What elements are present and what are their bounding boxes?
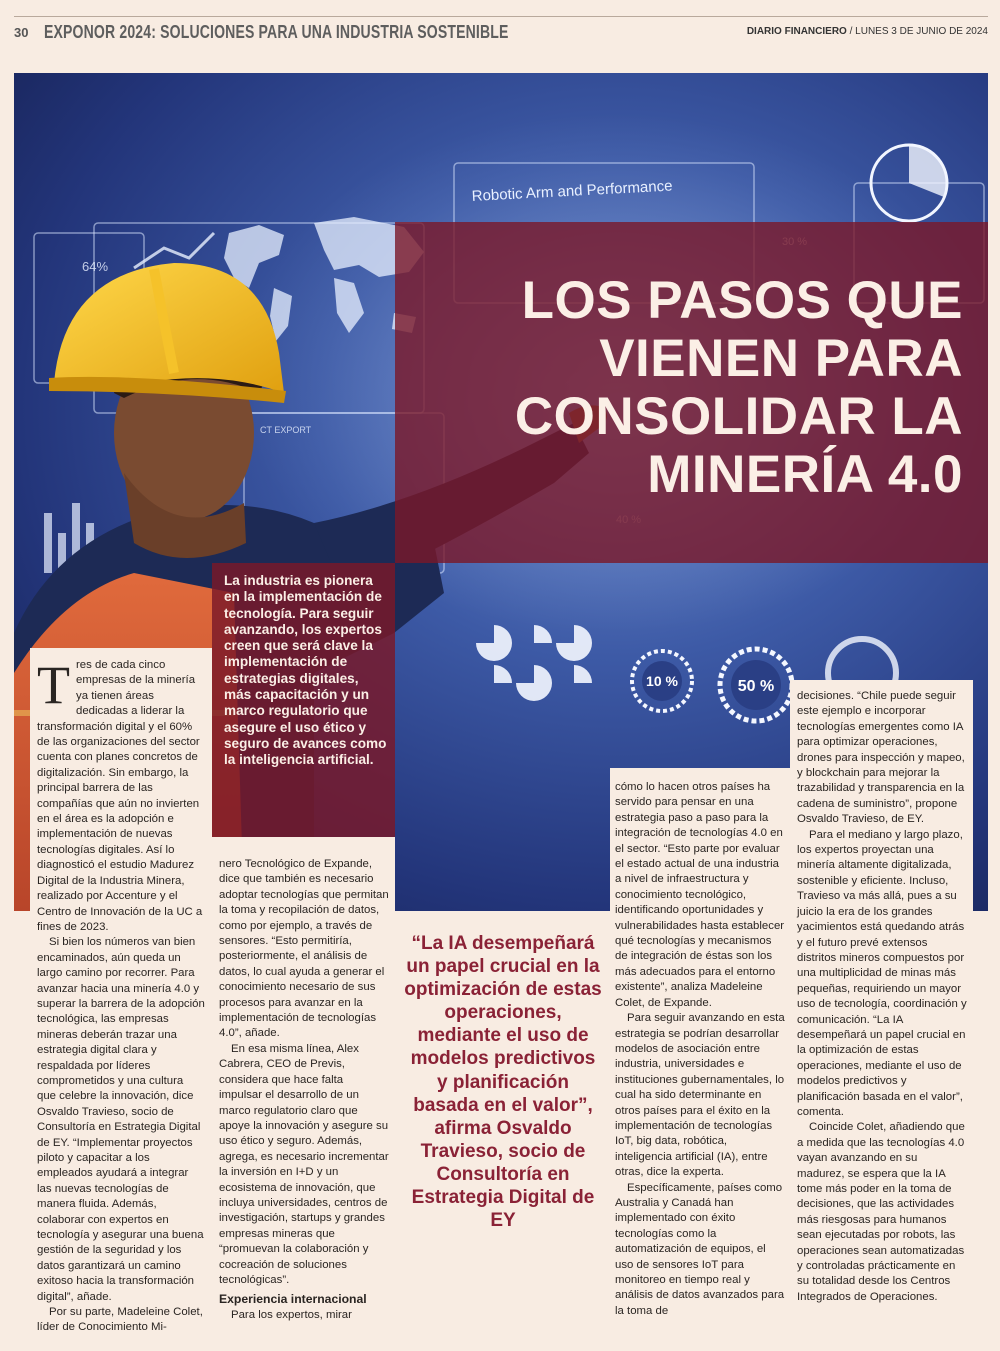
paragraph: Coincide Colet, añadiendo que a medida que las tecnologías 4.0 vayan avanzando en su madurez, se espera que la IA tome más poder en la toma de decisiones, que las actividades más riesgosas para humanos sean ejecutadas por robots, las operaciones sean automatizadas y controladas prácticamente en su totalidad desde los Centros Integrados de Operaciones.: [797, 1121, 965, 1303]
column-4: [797, 689, 967, 1305]
title-overlay: [395, 222, 988, 563]
paragraph: cómo lo hacen otros países ha servido para pensar en una estrategia paso a paso para la integración de tecnologías 4.0 en el sector. “Esto parte por evaluar el estado actual de una industria a nivel de infraestructura y conocimiento tecnológico, identificando oportunidades y vulnerabilidades hasta establecer qué tecnologías y mecanismos de integración de éstas son los más adecuados para el entorno existente”, analiza Madeleine Colet, de Expande.: [615, 781, 785, 1009]
title-line: MINERÍA 4.0: [647, 445, 963, 504]
article-lead: La industria es pionera en la implementación de tecnología. Para seguir avanzando, los expertos creen que será clave la implementación de estrategias digitales, más capacitación y un marco regulatorio que asegure el uso ético y seguro de avances como la inteligencia artificial.: [224, 573, 387, 768]
newspaper-info: [747, 26, 988, 37]
paragraph: Por su parte, Madeleine Colet, líder de Conocimiento Mi-: [37, 1306, 203, 1334]
paragraph: Tres de cada cinco empresas de la minería ya tienen áreas dedicadas a liderar la transformación digital y el 60% de las organizaciones del sector cuenta con planes concretos de digitalización. Sin embargo, la principal barrera de las compañías que aún no invierten en el área es la adopción e implementación de nuevas tecnologías digitales. Así lo diagnosticó el estudio Madurez Digital de la Industria Minera, realizado por Accenture y el Centro de Innovación de la UC a fines de 2023.: [37, 655, 203, 933]
section-title: EXPONOR 2024: SOLUCIONES PARA UNA INDUSTRIA SOSTENIBLE: [44, 22, 509, 42]
hud-gauge-50: [720, 649, 792, 721]
lead-overlay: [212, 563, 395, 837]
hud-label: Robotic Arm and Performance: [471, 177, 673, 205]
hud-percent-50: 50 %: [737, 678, 775, 695]
subheading: Experiencia internacional: [219, 1292, 367, 1307]
drop-cap: T: [37, 655, 70, 715]
issue-date: / LUNES 3 DE JUNIO DE 2024: [849, 26, 988, 37]
hud-pie-tiles: [476, 625, 592, 701]
paragraph: nero Tecnológico de Expande, dice que también es necesario adoptar tecnologías que permitan la toma y recopilación de datos, como por ejemplo, a través de sensores. “Esto permitiría, posteriormente, el análisis de datos, lo cual ayuda a generar el conocimiento necesario de sus procesos para avanzar en la implementación de tecnologías 4.0”, añade.: [219, 858, 389, 1040]
paragraph: Si bien los números van bien encaminados, aún queda un largo camino por recorrer. Para avanzar hacia una minería 4.0 y superar la barrera de la adopción tecnológica, las empresas mineras deberán trazar una estrategia digital clara y respaldada por líderes comprometidos y una cultura que celebre la innovación, dice Osvaldo Travieso, socio de Consultoría en Estrategia Digital de EY. “Implementar proyectos piloto y capacitar a los empleados ayudará a integrar las nuevas tecnologías de manera fluida. Además, colaborar con expertos en tecnología y asegurar una buena gestión de la seguridad y los datos garantizará un camino exitoso hacia la transformación digital”, añade.: [37, 936, 205, 1303]
paragraph: En esa misma línea, Alex Cabrera, CEO de Previs, considera que hace falta impulsar el desarrollo de un marco regulatorio claro que apoye la innovación y asegure su uso ético y seguro. Además, agrega, es necesario incrementar la inversión en I+D y un ecosistema de innovación, que incluya universidades, centros de investigación, startups y grandes empresas mineras que “promuevan la colaboración y cocreación de soluciones tecnológicas”.: [219, 1042, 389, 1286]
page-number: 30: [14, 25, 29, 40]
paragraph: decisiones. “Chile puede seguir este ejemplo e incorporar tecnologías emergentes como IA para optimizar operaciones, drones para inspección y mapeo, y blockchain para mejorar la trazabilidad y transparencia en la cadena de suministro”, propone Osvaldo Travieso, de EY.: [797, 690, 965, 826]
paragraph: Para el mediano y largo plazo, los expertos proyectan una minería altamente digitalizada, sostenible y eficiente. Incluso, Travieso va más allá, pues a su juicio la era de los grandes yacimientos está quedando atrás y el futuro prevé extensos distritos mineros compuestos por una multiplicidad de minas más pequeñas, requiriendo un mayor uso de tecnología, coordinación y comunicación. “La IA desempeñará un papel crucial en la optimización de estas operaciones, mediante el uso de modelos predictivos y planificación basada en el valor”, comenta.: [797, 828, 967, 1118]
hud-gauge-10: [632, 651, 692, 711]
title-line: CONSOLIDAR LA: [514, 387, 963, 446]
article-title: [423, 272, 963, 504]
column-2: [219, 857, 389, 1323]
paragraph: Para los expertos, mirar: [231, 1308, 352, 1321]
hud-export: CT EXPORT: [260, 425, 312, 435]
column-1: [37, 655, 205, 1336]
column-3: [615, 780, 785, 1319]
title-line: VIENEN PARA: [599, 329, 963, 388]
pull-quote: “La IA desempeñará un papel crucial en la optimización de estas operaciones, mediante el uso de modelos predictivos y planificación basada en el valor”, afirma Osvaldo Travieso, socio de Consultoría en Estrategia Digital de EY: [404, 933, 602, 1232]
page-header: [14, 16, 988, 46]
paragraph: Para seguir avanzando en esta estrategia se podrían desarrollar modelos de asociación entre industria, universidades e instituciones gubernamentales, lo cual ha sido determinante en otros países para el éxito en la implementación de tecnologías IoT, big data, robótica, inteligencia artificial (IA), entre otras, dice la experta.: [615, 1012, 785, 1179]
newspaper-name: DIARIO FINANCIERO: [746, 26, 847, 37]
paragraph: Específicamente, países como Australia y Canadá han implementado con éxito tecnologías como la automatización de equipos, el uso de sensores IoT para monitoreo en tiempo real y análisis de datos avanzados para la toma de: [615, 1181, 785, 1317]
title-line: LOS PASOS QUE: [521, 271, 963, 330]
hud-trend-line: [134, 233, 214, 268]
hud-percent-64: 64%: [82, 259, 109, 274]
hud-percent-10: 10 %: [646, 673, 678, 689]
